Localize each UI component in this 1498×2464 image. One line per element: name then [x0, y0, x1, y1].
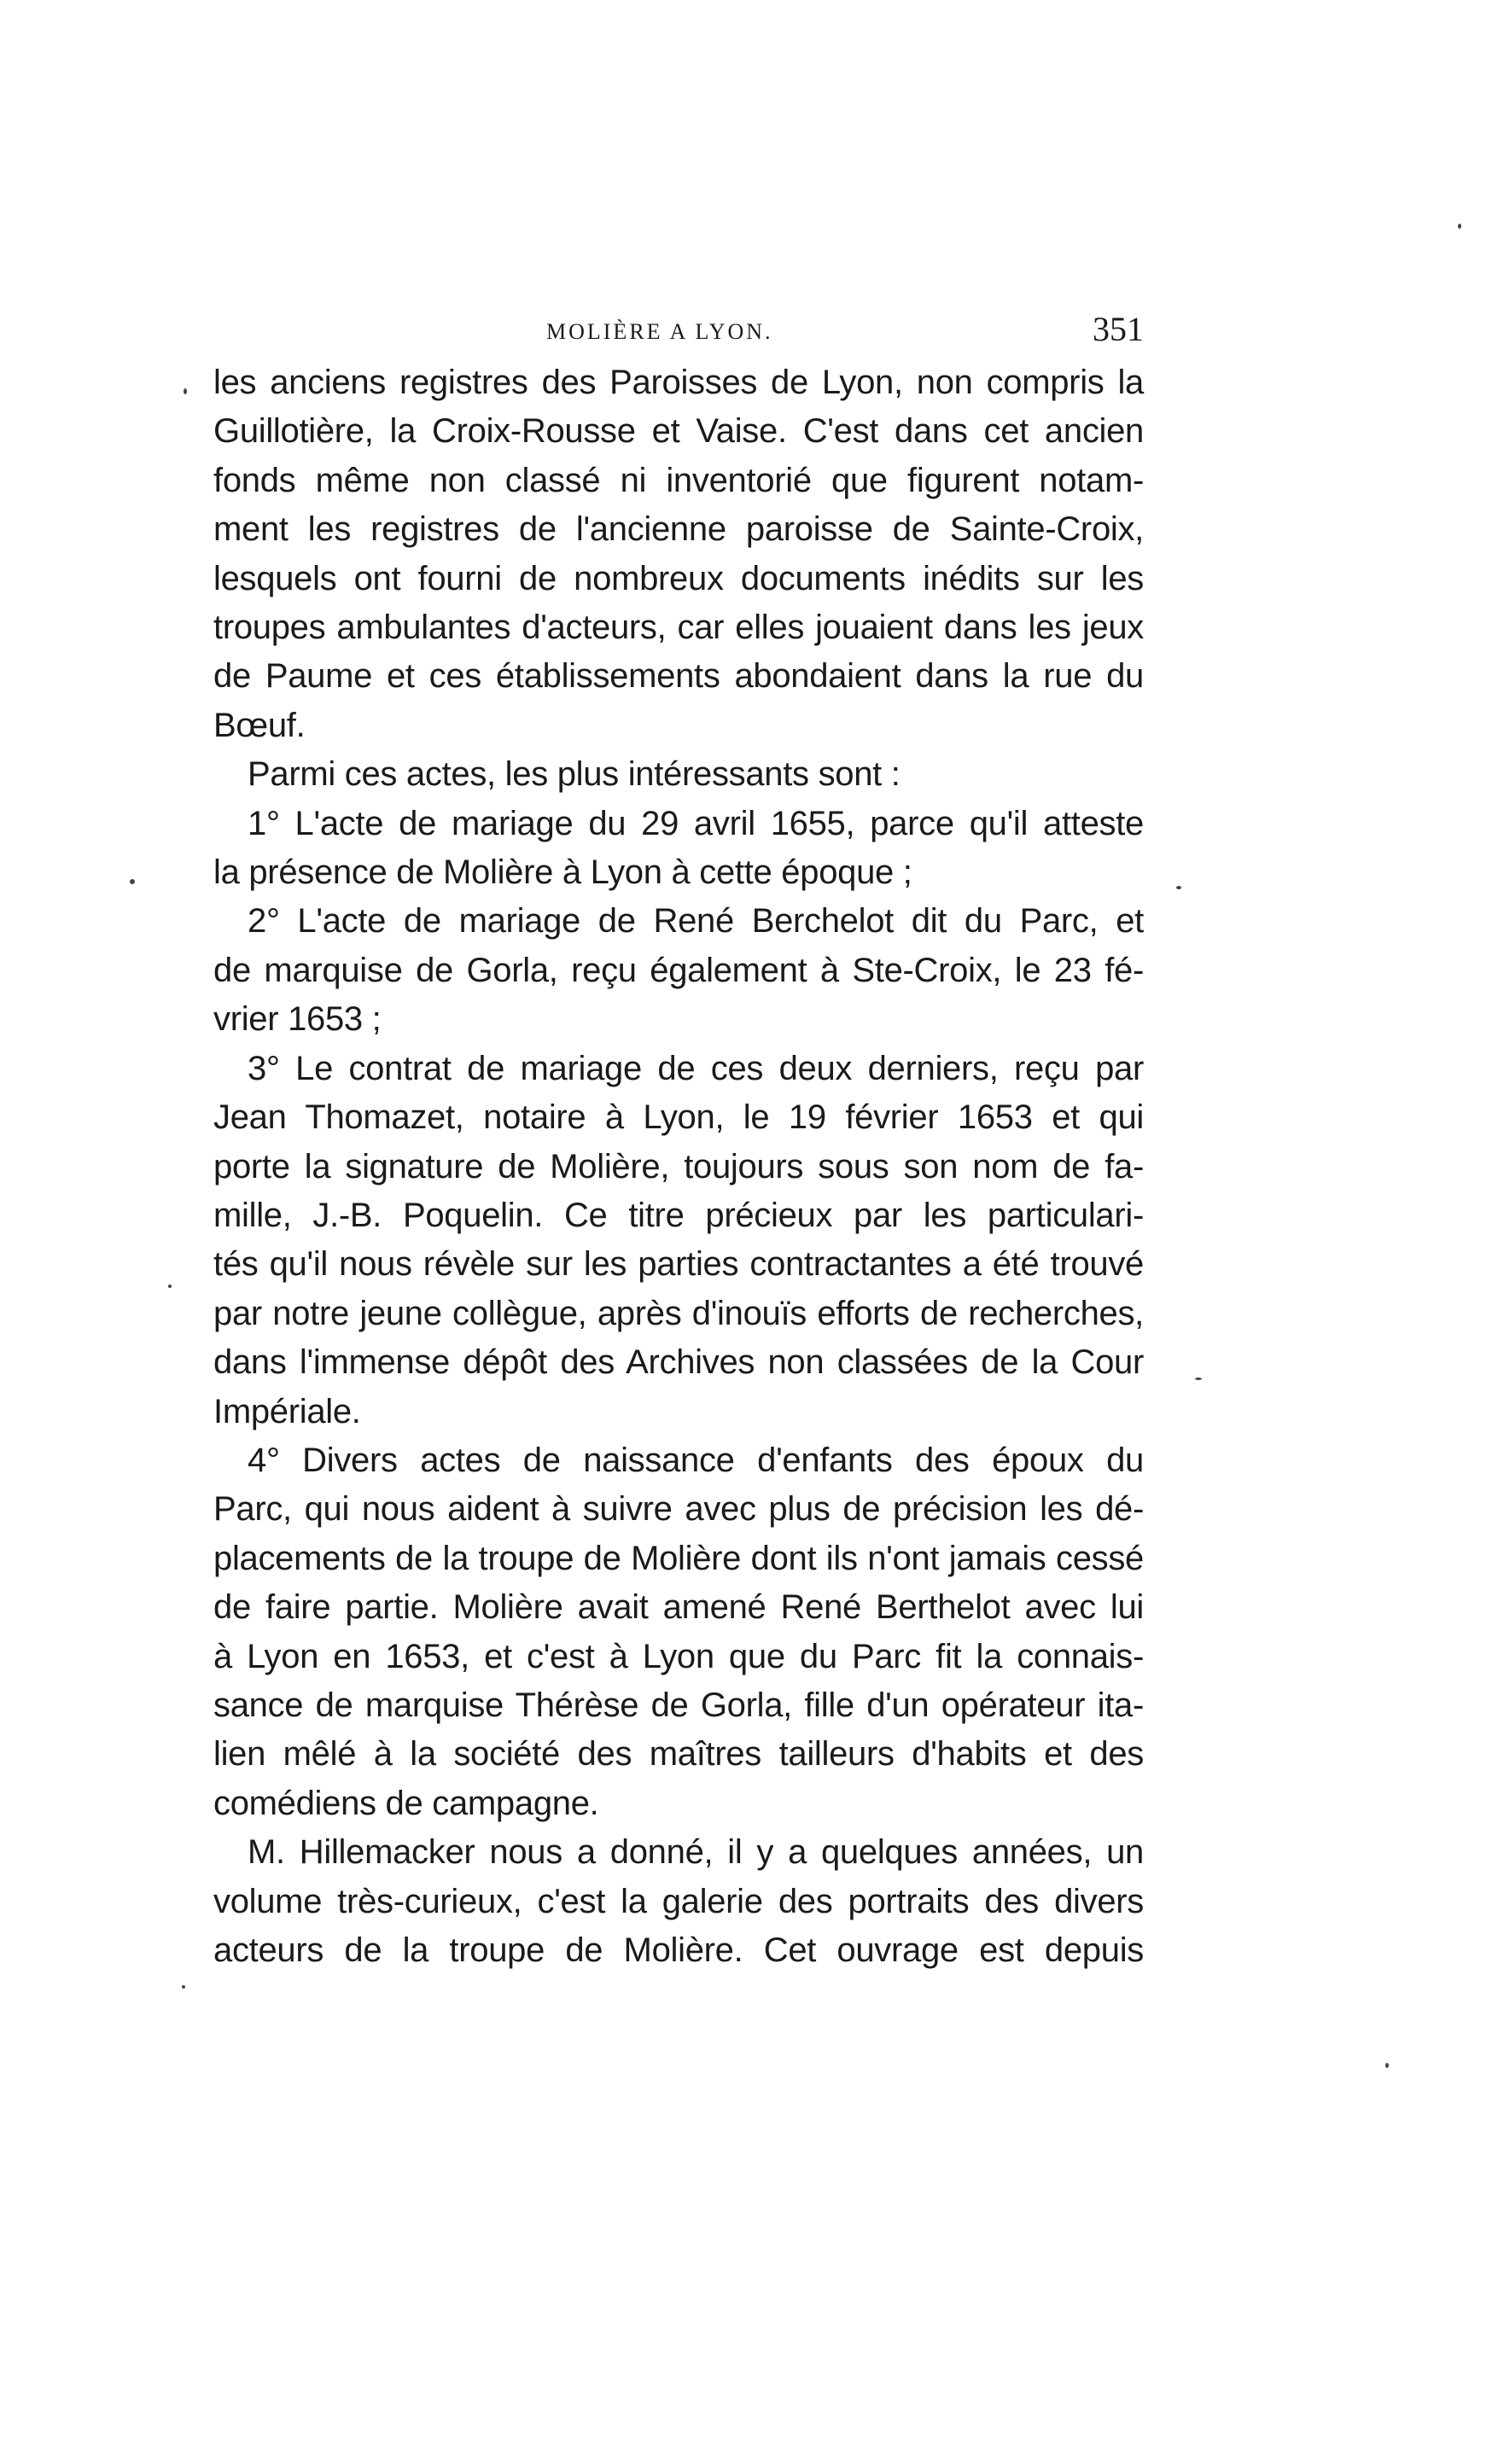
text-line: acteurs de la troupe de Molière. Cet ouvrage est depuis [213, 1931, 1144, 1969]
paragraph [213, 897, 1144, 1044]
paragraph [213, 1436, 1144, 1828]
text-line: de marquise de Gorla, reçu également à Ste-Croix, le 23 fé- [213, 951, 1144, 989]
text-line: de Paume et ces établissements abondaient dans la rue du [213, 657, 1144, 696]
scan-speck [184, 388, 187, 394]
text-line: les anciens registres des Paroisses de Lyon, non compris la [213, 364, 1144, 401]
text-line: vrier 1653 ; [213, 1000, 382, 1039]
scan-speck [130, 879, 135, 884]
text-line: Jean Thomazet, notaire à Lyon, le 19 février 1653 et qui [213, 1098, 1144, 1137]
scan-speck [1195, 1378, 1202, 1380]
book-page [213, 307, 1144, 1975]
text-line: Parmi ces actes, les plus intéressants sont : [248, 755, 901, 794]
scan-speck [1176, 886, 1181, 889]
scan-speck [1458, 224, 1461, 229]
text-line: Guillotière, la Croix-Rousse et Vaise. C'est dans cet ancien [213, 412, 1144, 451]
body-text [213, 358, 1144, 1975]
text-line: comédiens de campagne. [213, 1784, 599, 1822]
text-line: la présence de Molière à Lyon à cette époque ; [213, 853, 912, 892]
text-line: volume très-curieux, c'est la galerie des portraits des divers [213, 1882, 1144, 1920]
text-line: 1° L'acte de mariage du 29 avril 1655, parce qu'il atteste [248, 804, 1144, 842]
text-line: par notre jeune collègue, après d'inouïs efforts de recherches, [213, 1294, 1144, 1332]
text-line: 4° Divers actes de naissance d'enfants des époux du [248, 1441, 1144, 1479]
page-header [213, 307, 1144, 358]
text-line: sance de marquise Thérèse de Gorla, fille d'un opérateur ita- [213, 1686, 1144, 1724]
text-line: lien mêlé à la société des maîtres tailleurs d'habits et des [213, 1735, 1144, 1774]
text-line: dans l'immense dépôt des Archives non classées de la Cour [213, 1343, 1144, 1382]
text-line: porte la signature de Molière, toujours sous son nom de fa- [213, 1147, 1144, 1185]
running-title: MOLIÈRE A LYON. [546, 319, 773, 344]
text-line: fonds même non classé ni inventorié que figurent notam- [213, 461, 1144, 499]
paragraph [213, 800, 1144, 898]
text-line: à Lyon en 1653, et c'est à Lyon que du Parc fit la connais- [213, 1637, 1144, 1675]
text-line: placements de la troupe de Molière dont ils n'ont jamais cessé [213, 1539, 1144, 1577]
text-line: Parc, qui nous aident à suivre avec plus de précision les dé- [213, 1490, 1144, 1529]
text-line: lesquels ont fourni de nombreux documents inédits sur les [213, 559, 1144, 597]
text-line: M. Hillemacker nous a donné, il y a quelques années, un [248, 1833, 1144, 1872]
paragraph [213, 750, 1144, 799]
text-line: 2° L'acte de mariage de René Berchelot dit du Parc, et [248, 902, 1144, 941]
text-line: 3° Le contrat de mariage de ces deux derniers, reçu par [248, 1049, 1144, 1087]
text-line: Bœuf. [213, 706, 306, 744]
text-line: mille, J.-B. Poquelin. Ce titre précieux par les particulari- [213, 1196, 1144, 1234]
page-number: 351 [1093, 310, 1144, 348]
text-line: Impériale. [213, 1392, 361, 1430]
paragraph [213, 1828, 1144, 1975]
paragraph [213, 1045, 1144, 1436]
text-line: ment les registres de l'ancienne paroisse de Sainte-Croix, [213, 510, 1144, 549]
scan-speck [182, 1985, 185, 1989]
text-line: de faire partie. Molière avait amené René Berthelot avec lui [213, 1588, 1144, 1627]
scan-speck [1385, 2063, 1389, 2068]
text-line: tés qu'il nous révèle sur les parties contractantes a été trouvé [213, 1245, 1144, 1284]
paragraph [213, 358, 1144, 750]
scan-speck [168, 1284, 172, 1288]
text-line: troupes ambulantes d'acteurs, car elles jouaient dans les jeux [213, 609, 1144, 647]
